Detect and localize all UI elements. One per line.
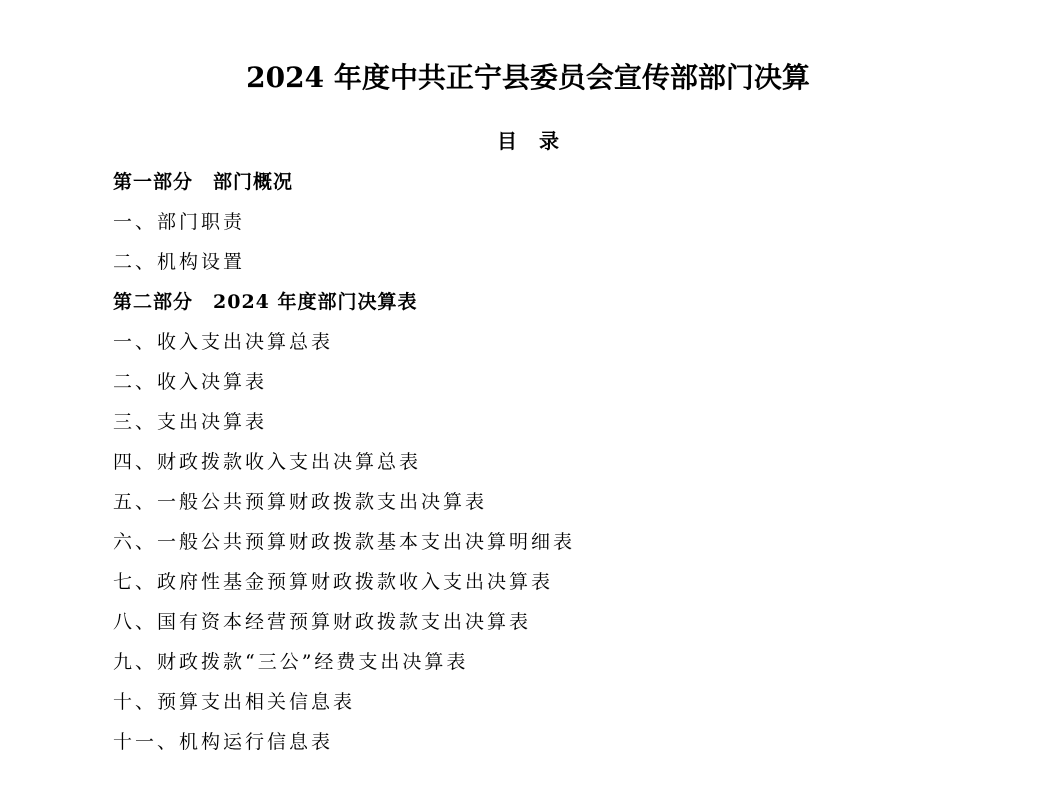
toc-part-heading: 第二部分 2024 年度部门决算表 xyxy=(113,291,418,313)
toc-item: 七、政府性基金预算财政拨款收入支出决算表 xyxy=(113,571,554,593)
toc-item: 一、收入支出决算总表 xyxy=(113,331,334,353)
toc-list xyxy=(113,162,575,762)
toc-item: 二、收入决算表 xyxy=(113,371,268,393)
toc-heading-right: 录 xyxy=(539,129,559,153)
document-title: 2024 年度中共正宁县委员会宣传部部门决算 xyxy=(246,61,810,94)
toc-heading-left: 目 xyxy=(497,129,517,153)
toc-item: 十一、机构运行信息表 xyxy=(113,731,334,753)
toc-item: 五、一般公共预算财政拨款支出决算表 xyxy=(113,491,488,513)
toc-item: 九、财政拨款“三公”经费支出决算表 xyxy=(113,651,469,673)
toc-item: 二、机构设置 xyxy=(113,251,246,273)
toc-item: 一、部门职责 xyxy=(113,211,246,233)
toc-item: 八、国有资本经营预算财政拨款支出决算表 xyxy=(113,611,532,633)
toc-heading xyxy=(0,126,1056,156)
toc-item: 三、支出决算表 xyxy=(113,411,268,433)
toc-part-heading: 第一部分 部门概况 xyxy=(113,171,294,193)
toc-item: 四、财政拨款收入支出决算总表 xyxy=(113,451,422,473)
toc-item: 六、一般公共预算财政拨款基本支出决算明细表 xyxy=(113,531,576,553)
toc-item: 十、预算支出相关信息表 xyxy=(113,691,356,713)
